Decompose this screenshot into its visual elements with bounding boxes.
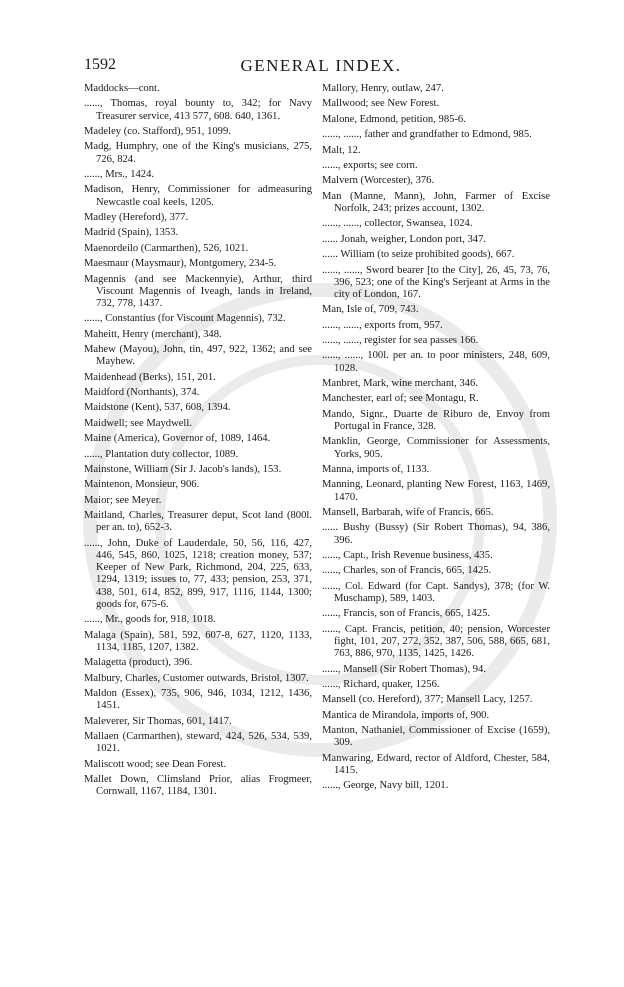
index-entry: Maidstone (Kent), 537, 608, 1394.: [84, 402, 231, 414]
index-entry: ......, Charles, son of Francis, 665, 1425.: [322, 565, 492, 577]
index-entry: Manton, Nathaniel, Commissioner of Excise (1659), 309.: [322, 725, 550, 749]
index-entry: Malaga (Spain), 581, 592, 607-8, 627, 1120, 1133, 1134, 1185, 1207, 1382.: [84, 629, 312, 653]
index-entry: Malt, 12.: [322, 144, 361, 156]
index-entry: ......, Constantius (for Viscount Magennis), 732.: [84, 313, 286, 325]
index-entry: ......, ......, 100l. per an. to poor ministers, 248, 609, 1028.: [322, 350, 550, 374]
index-entry: Mansell (co. Hereford), 377; Mansell Lacy, 1257.: [322, 694, 533, 706]
index-entry: ......, Mansell (Sir Robert Thomas), 94.: [322, 663, 486, 675]
index-entry: Malone, Edmond, petition, 985-6.: [322, 113, 466, 125]
index-entry: ......, Capt., Irish Revenue business, 435.: [322, 550, 493, 561]
index-entry: Madley (Hereford), 377.: [84, 211, 189, 223]
index-entry: ......, ......, collector, Swansea, 1024.: [322, 218, 473, 230]
index-entry: ......, Mrs., 1424.: [84, 168, 155, 180]
index-entry: Maheitt, Henry (merchant), 348.: [84, 328, 222, 340]
index-entry: ......, ......, father and grandfather to Edmond, 985.: [322, 129, 532, 141]
index-entry: ......, George, Navy bill, 1201.: [322, 780, 449, 792]
index-entry: ......, Plantation duty collector, 1089.: [84, 448, 239, 460]
index-column-right: [322, 83, 550, 796]
index-entry: Manning, Leonard, planting New Forest, 1163, 1469, 1470.: [322, 479, 550, 503]
index-entry: Mainstone, William (Sir J. Jacob's lands), 153.: [84, 464, 282, 476]
index-entry: Maine (America), Governor of, 1089, 1464.: [84, 433, 271, 445]
index-entry: Manchester, earl of; see Montagu, R.: [322, 393, 479, 405]
index-entry: Manklin, George, Commissioner for Assessments, Yorks, 905.: [322, 436, 550, 460]
index-entry: Malvern (Worcester), 376.: [322, 175, 435, 187]
index-entry: ......, Richard, quaker, 1256.: [322, 678, 440, 690]
index-entry: Maliscott wood; see Dean Forest.: [84, 758, 227, 770]
index-entry: Mahew (Mayou), John, tin, 497, 922, 1362; and see Mayhew.: [84, 344, 312, 368]
index-entry: Magennis (and see Mackennyie), Arthur, third Viscount Magennis of Iveagh, lands in Ireland, 732, 778, 1437.: [84, 273, 312, 309]
index-entry: Madeley (co. Stafford), 951, 1099.: [84, 125, 231, 137]
index-entry: ...... Jonah, weigher, London port, 347.: [322, 233, 487, 245]
running-title: GENERAL INDEX.: [240, 56, 402, 75]
index-entry: Maidwell; see Maydwell.: [84, 417, 192, 429]
index-entry: Madg, Humphry, one of the King's musicians, 275, 726, 824.: [84, 141, 312, 165]
index-entry: ......, ......, Sword bearer [to the City], 26, 45, 73, 76, 396, 523; one of the King's Serjeant at Arms in the city of London, 167.: [322, 264, 550, 300]
index-entry: Madison, Henry, Commissioner for admeasuring Newcastle coal keels, 1205.: [84, 184, 312, 208]
index-entry: Manwaring, Edward, rector of Aldford, Chester, 584, 1415.: [322, 752, 550, 776]
index-entry: Mallaen (Carmarthen), steward, 424, 526, 534, 539, 1021.: [84, 730, 312, 755]
page-number: 1592: [84, 56, 116, 73]
index-entry: Maenordeilo (Carmarthen), 526, 1021.: [84, 242, 249, 254]
index-entry: Maintenon, Monsieur, 906.: [84, 479, 200, 491]
index-entry: Manbret, Mark, wine merchant, 346.: [322, 378, 478, 390]
index-entry: Malbury, Charles, Customer outwards, Bristol, 1307.: [84, 672, 309, 684]
page-header: [84, 56, 558, 80]
index-entry: ......, ......, register for sea passes 166.: [322, 335, 479, 347]
index-entry: ......, Col. Edward (for Capt. Sandys), 378; (for W. Muschamp), 589, 1403.: [322, 580, 550, 604]
index-entry: Mansell, Barbarah, wife of Francis, 665.: [322, 507, 494, 519]
index-entry: Madrid (Spain), 1353.: [84, 227, 179, 239]
index-entry: Mallory, Henry, outlaw, 247.: [322, 83, 444, 94]
index-entry: ......, John, Duke of Lauderdale, 50, 56, 116, 427, 446, 545, 860, 1025, 1218; creation money, 537; Keeper of New Park, Richmond, 204, 225, 633, 1294, 1319; issues to, 77, 433; pension, 253, 371, 438, 501, 614, 852, 899, 917, 1116, 1144, 1300; goods for, 675-6.: [84, 537, 312, 610]
index-entry: Mando, Signr., Duarte de Riburo de, Envoy from Portugal in France, 328.: [322, 408, 550, 433]
index-entry: ...... Bushy (Bussy) (Sir Robert Thomas), 94, 386, 396.: [322, 522, 550, 546]
index-entry: Maidenhead (Berks), 151, 201.: [84, 371, 216, 383]
index-entry: Maldon (Essex), 735, 906, 946, 1034, 1212, 1436, 1451.: [84, 687, 312, 712]
index-entry: ......, Thomas, royal bounty to, 342; for Navy Treasurer service, 413 577, 608. 640, 1361.: [84, 98, 312, 122]
index-entry: Maesmaur (Maysmaur), Montgomery, 234-5.: [84, 258, 277, 270]
index-entry: Malagetta (product), 396.: [84, 657, 193, 669]
index-entry: Mallwood; see New Forest.: [322, 98, 440, 110]
index-entry: Mallet Down, Climsland Prior, alias Frogmeer, Cornwall, 1167, 1184, 1301.: [84, 773, 312, 798]
index-entry: Maleverer, Sir Thomas, 601, 1417.: [84, 715, 232, 727]
index-entry: Maidford (Northants), 374.: [84, 387, 200, 399]
index-entry: ......, Mr., goods for, 918, 1018.: [84, 614, 216, 626]
index-entry: Maitland, Charles, Treasurer deput, Scot land (800l. per an. to), 652-3.: [84, 510, 312, 534]
index-entry: ......, ......, exports from, 957.: [322, 319, 443, 331]
index-entry: Man (Manne, Mann), John, Farmer of Excise Norfolk, 243; prizes account, 1302.: [322, 190, 550, 214]
index-entry: ...... William (to seize prohibited goods), 667.: [322, 249, 515, 261]
index-entry: Mantica de Mirandola, imports of, 900.: [322, 709, 490, 721]
index-entry: ......, Capt. Francis, petition, 40; pension, Worcester fight, 101, 207, 272, 352, 387, 506, 588, 665, 681, 763, 886, 970, 1135, 1425, 1426.: [322, 623, 550, 660]
index-entry: Man, Isle of, 709, 743.: [322, 304, 419, 316]
index-entry: ......, Francis, son of Francis, 665, 1425.: [322, 608, 491, 620]
index-entry: Maddocks—cont.: [84, 83, 160, 94]
index-entry: ......, exports; see corn.: [322, 159, 418, 171]
index-column-left: [84, 83, 312, 802]
index-entry: Maior; see Meyer.: [84, 494, 162, 506]
index-entry: Manna, imports of, 1133.: [322, 464, 430, 476]
